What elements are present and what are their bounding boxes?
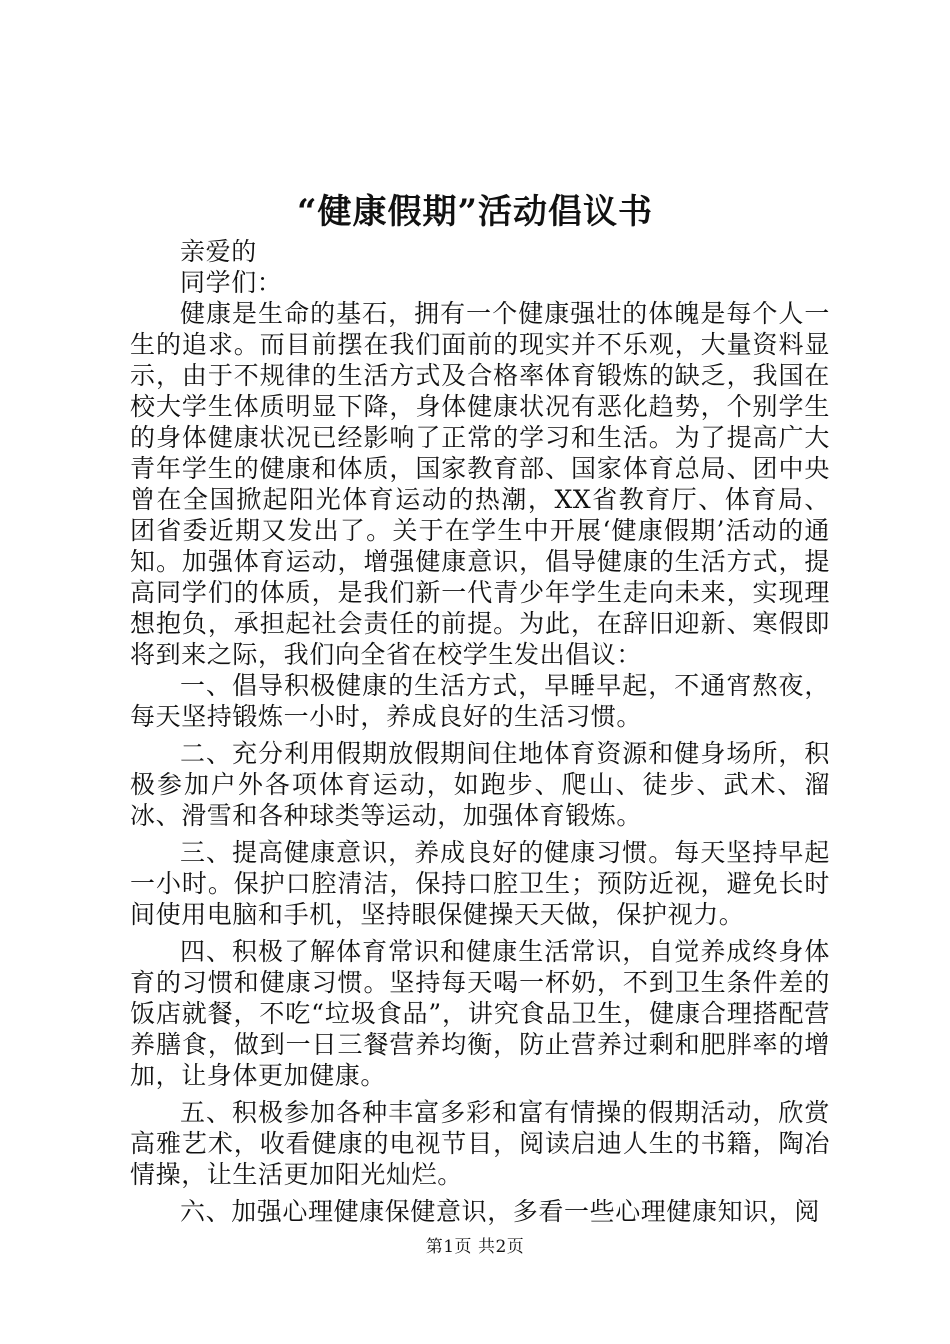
paragraph-item-5: 五、积极参加各种丰富多彩和富有情操的假期活动，欣赏高雅艺术，收看健康的电视节目，阅读启迪人生的书籍，陶冶情操，让生活更加阳光灿烂。 (130, 1098, 830, 1189)
paragraph-item-3: 三、提高健康意识，养成良好的健康习惯。每天坚持早起一小时。保护口腔清洁，保持口腔卫生；预防近视，避免长时间使用电脑和手机，坚持眼保健操天天做，保护视力。 (130, 838, 830, 929)
paragraph-item-2: 二、充分利用假期放假期间住地体育资源和健身场所，积极参加户外各项体育运动，如跑步、爬山、徒步、武术、溜冰、滑雪和各种球类等运动，加强体育锻炼。 (130, 739, 830, 830)
page-footer: 第1页 共2页 (425, 1237, 525, 1257)
paragraph-intro: 健康是生命的基石，拥有一个健康强壮的体魄是每个人一生的追求。而目前摆在我们面前的现实并不乐观，大量资料显示，由于不规律的生活方式及合格率体育锻炼的缺乏，我国在校大学生体质明显下降，身体健康状况有恶化趋势，个别学生的身体健康状况已经影响了正常的学习和生活。为了提高广大青年学生的健康和体质，国家教育部、国家体育总局、团中央曾在全国掀起阳光体育运动的热潮，XX省教育厅、体育局、团省委近期又发出了。关于在学生中开展‘健康假期’活动的通知。加强体育运动，增强健康意识，倡导健康的生活方式，提高同学们的体质，是我们新一代青少年学生走向未来，实现理想抱负，承担起社会责任的前提。为此，在辞旧迎新、寒假即将到来之际，我们向全省在校学生发出倡议： (130, 299, 830, 669)
salutation-line-1: 亲爱的 (180, 237, 257, 266)
paragraph-item-6: 六、加强心理健康保健意识，多看一些心理健康知识，阅 (180, 1197, 821, 1226)
salutation-line-2: 同学们： (180, 268, 283, 297)
paragraph-item-1: 一、倡导积极健康的生活方式，早睡早起，不通宵熬夜，每天坚持锻炼一小时，养成良好的生活习惯。 (130, 671, 830, 731)
document-body (130, 236, 830, 1227)
document-title: “健康假期”活动倡议书 (296, 192, 654, 232)
paragraph-item-4: 四、积极了解体育常识和健康生活常识，自觉养成终身体育的习惯和健康习惯。坚持每天喝一杯奶，不到卫生条件差的饭店就餐，不吃“垃圾食品”，讲究食品卫生，健康合理搭配营养膳食，做到一日三餐营养均衡，防止营养过剩和肥胖率的增加，让身体更加健康。 (130, 937, 830, 1090)
